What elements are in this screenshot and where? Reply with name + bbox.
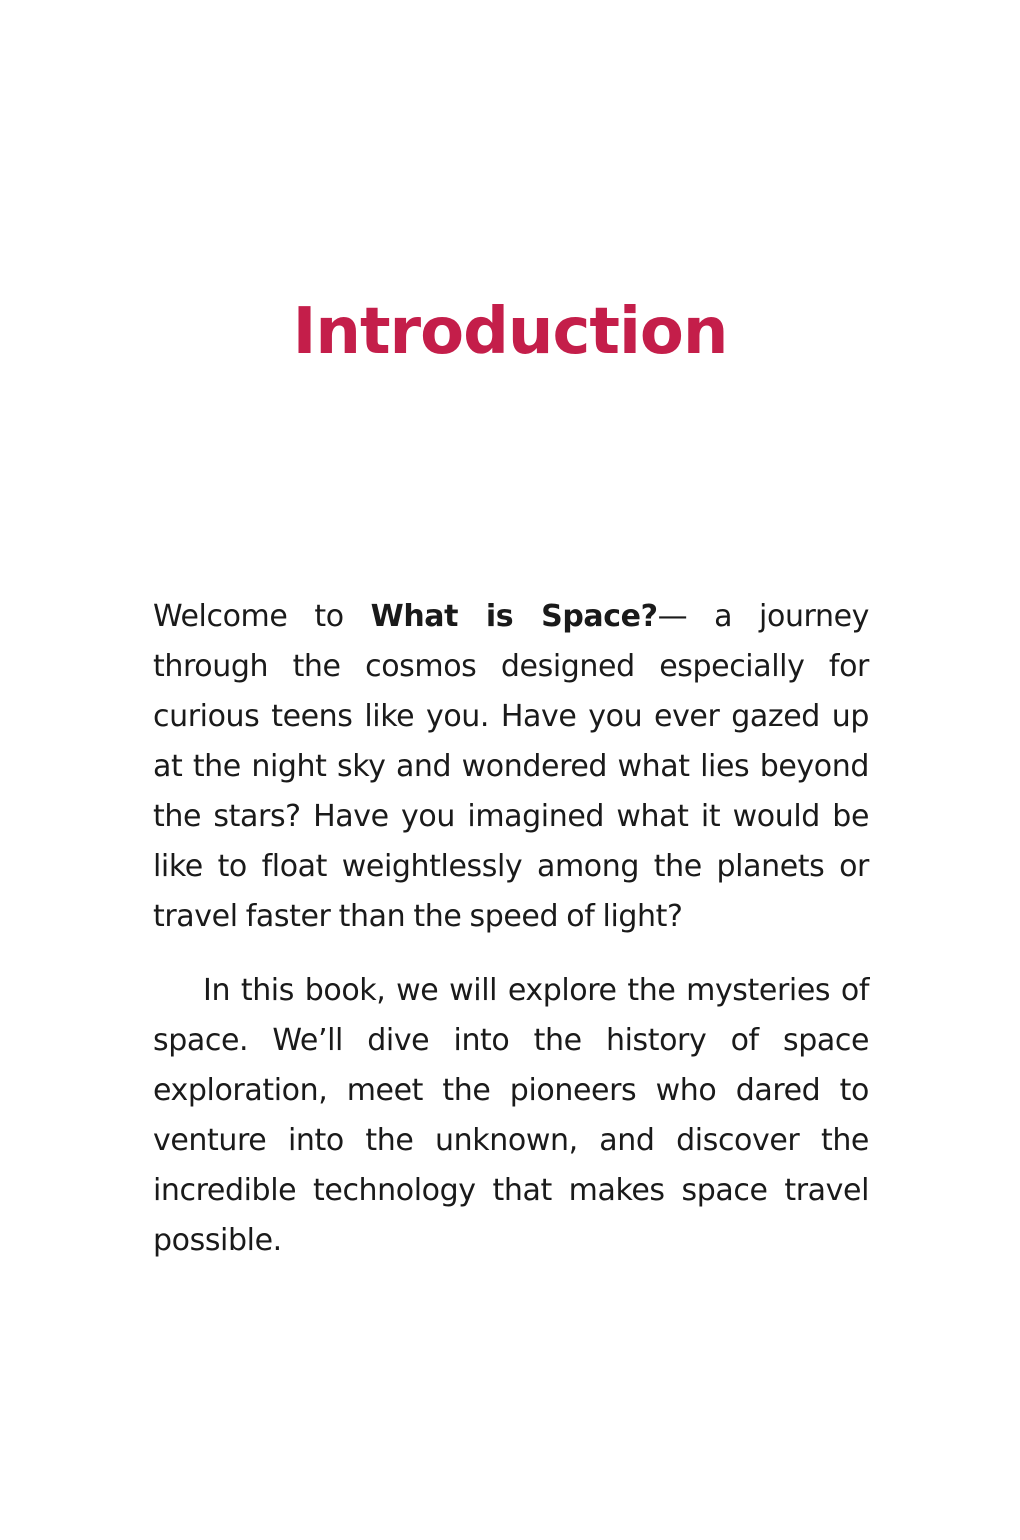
- book-title: What is Space?: [370, 599, 658, 634]
- paragraph-lead-text: Welcome to: [153, 599, 371, 634]
- paragraph-text: — a journey through the cosmos designed especially for curious teens like you. Have you ever gazed up at the night sky and wondered what lies beyond the stars? Have you imagined what it would be like to float weightlessly among the planets or travel faster than the speed of light?: [153, 599, 869, 934]
- chapter-title: Introduction: [292, 295, 728, 369]
- intro-paragraph: [153, 592, 869, 942]
- paragraph-text: In this book, we will explore the mysteries of space. We’ll dive into the history of space exploration, meet the pioneers who dared to venture into the unknown, and discover the incredible technology that makes space travel possible.: [153, 973, 869, 1258]
- body-text: [153, 592, 869, 1266]
- second-paragraph: [153, 966, 869, 1266]
